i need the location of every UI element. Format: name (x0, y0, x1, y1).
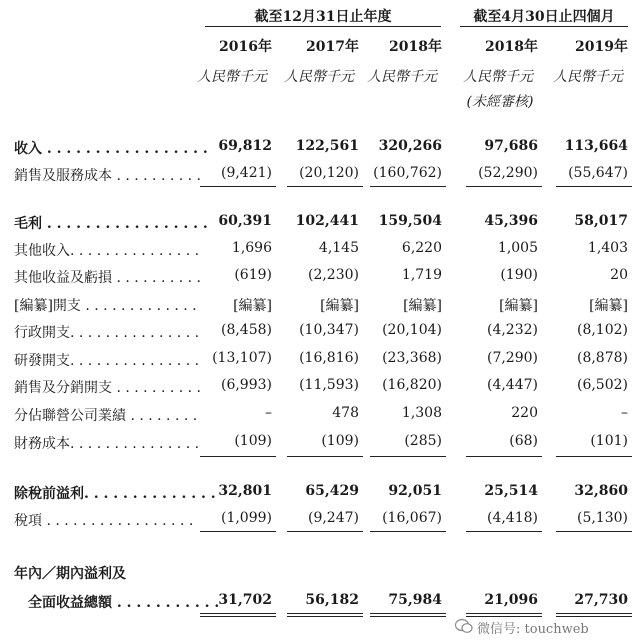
subtotal-rule (370, 456, 446, 457)
total-double-rule (370, 616, 446, 617)
header-group-four-months: 截至4月30日止四個月 (473, 9, 615, 25)
row-label: 研發開支. . . . . . . . . . . . . . . (14, 353, 200, 369)
wechat-icon (455, 618, 473, 634)
subtotal-rule (370, 531, 446, 532)
cell-value: 60,391 (218, 213, 272, 229)
row-label: 銷售及服務成本 . . . . . . . . . . (14, 168, 202, 184)
subtotal-rule (370, 186, 446, 187)
cell-value: (55,647) (568, 165, 628, 181)
row-label: 收入 . . . . . . . . . . . . . . . . . (14, 141, 208, 157)
cell-value: 25,514 (484, 483, 538, 499)
row-label: 全面收益總額 . . . . . . . . . . . (28, 595, 220, 611)
header-group-year-end: 截至12月31日止年度 (254, 9, 392, 25)
subtotal-rule (466, 186, 542, 187)
year-header: 2018年 (389, 39, 442, 55)
cell-value: (68) (509, 433, 538, 449)
unit-header: 人民幣千元 (367, 69, 437, 85)
subtotal-rule (200, 456, 276, 457)
cell-value: 4,145 (318, 240, 359, 256)
cell-value: (7,290) (486, 350, 538, 366)
cell-value: (20,120) (299, 165, 359, 181)
cell-value: – (621, 405, 628, 421)
row-label: 稅項 . . . . . . . . . . . . . . . . . (14, 513, 194, 529)
cell-value: (10,347) (299, 322, 359, 338)
cell-value: (4,232) (486, 322, 538, 338)
total-double-rule (200, 613, 276, 614)
watermark-text: 微信号: touchweb (477, 622, 589, 637)
cell-value: 478 (332, 405, 359, 421)
cell-value: 27,730 (574, 592, 628, 608)
cell-value: (52,290) (478, 165, 538, 181)
subtotal-rule (287, 456, 363, 457)
cell-value: 32,801 (218, 483, 272, 499)
year-header: 2016年 (219, 39, 272, 55)
cell-value: (6,993) (220, 377, 272, 393)
cell-value: 58,017 (574, 213, 628, 229)
subtotal-rule (466, 456, 542, 457)
cell-value: 6,220 (401, 240, 442, 256)
cell-value: (16,067) (382, 510, 442, 526)
cell-value: (16,820) (382, 377, 442, 393)
cell-value: (285) (404, 433, 442, 449)
cell-value: [編纂] (589, 298, 628, 314)
row-label: 行政開支. . . . . . . . . . . . . . . (14, 325, 200, 341)
cell-value: 20 (610, 267, 628, 283)
cell-value: (4,447) (486, 377, 538, 393)
cell-value: (2,230) (307, 267, 359, 283)
cell-value: [編纂] (403, 298, 442, 314)
cell-value: 113,664 (564, 138, 628, 154)
unit-header: 人民幣千元 (463, 69, 533, 85)
cell-value: (1,099) (220, 510, 272, 526)
header-rule-year-end (205, 26, 441, 27)
cell-value: 1,403 (587, 240, 628, 256)
cell-value: 97,686 (484, 138, 538, 154)
cell-value: 102,441 (295, 213, 359, 229)
row-label: 年內／期內溢利及 (14, 566, 126, 582)
cell-value: 122,561 (295, 138, 359, 154)
cell-value: 56,182 (305, 592, 359, 608)
cell-value: 31,702 (218, 592, 272, 608)
subtotal-rule (200, 531, 276, 532)
cell-value: (9,421) (220, 165, 272, 181)
cell-value: [編纂] (499, 298, 538, 314)
unit-header: 人民幣千元 (197, 69, 267, 85)
total-double-rule (466, 613, 542, 614)
subtotal-rule (466, 531, 542, 532)
cell-value: (160,762) (373, 165, 442, 181)
cell-value: 1,005 (497, 240, 538, 256)
subtotal-rule (287, 531, 363, 532)
watermark (455, 616, 635, 638)
cell-value: (8,458) (220, 322, 272, 338)
cell-value: (5,130) (576, 510, 628, 526)
cell-value: 159,504 (378, 213, 442, 229)
cell-value: (6,502) (576, 377, 628, 393)
total-double-rule (287, 616, 363, 617)
unit-header: 人民幣千元 (553, 69, 623, 85)
year-header: 2017年 (306, 39, 359, 55)
cell-value: (20,104) (382, 322, 442, 338)
row-label: 毛利 . . . . . . . . . . . . . . . . . (14, 216, 208, 232)
cell-value: 32,860 (574, 483, 628, 499)
subtotal-rule (556, 531, 632, 532)
total-double-rule (200, 616, 276, 617)
cell-value: (619) (234, 267, 272, 283)
cell-value: 21,096 (484, 592, 538, 608)
cell-value: (8,878) (576, 350, 628, 366)
cell-value: 1,719 (401, 267, 442, 283)
cell-value: 45,396 (484, 213, 538, 229)
cell-value: [編纂] (233, 298, 272, 314)
cell-value: (109) (234, 433, 272, 449)
header-rule-four-months (460, 26, 628, 27)
row-label: [編纂]開支 . . . . . . . . . . . . . (14, 298, 197, 314)
year-header: 2019年 (575, 39, 628, 55)
cell-value: 1,308 (401, 405, 442, 421)
cell-value: (8,102) (576, 322, 628, 338)
cell-value: [編纂] (320, 298, 359, 314)
subtotal-rule (200, 186, 276, 187)
cell-value: 65,429 (305, 483, 359, 499)
row-label: 其他收益及虧損 . . . . . . . . . . (14, 270, 202, 286)
cell-value: (4,418) (486, 510, 538, 526)
cell-value: (109) (321, 433, 359, 449)
row-label: 除稅前溢利. . . . . . . . . . . . . . (14, 486, 216, 502)
subtotal-rule (556, 186, 632, 187)
cell-value: (13,107) (212, 350, 272, 366)
cell-value: 320,266 (378, 138, 442, 154)
cell-value: (11,593) (299, 377, 359, 393)
subtotal-rule (556, 456, 632, 457)
cell-value: 220 (511, 405, 538, 421)
cell-value: (101) (590, 433, 628, 449)
total-double-rule (556, 613, 632, 614)
cell-value: (9,247) (307, 510, 359, 526)
year-header: 2018年 (485, 39, 538, 55)
row-label: 財務成本. . . . . . . . . . . . . . . (14, 436, 200, 452)
total-double-rule (370, 613, 446, 614)
cell-value: – (265, 405, 272, 421)
cell-value: (16,816) (299, 350, 359, 366)
cell-value: 69,812 (218, 138, 272, 154)
total-double-rule (287, 613, 363, 614)
cell-value: (190) (500, 267, 538, 283)
unaudited-note: (未經審核) (466, 94, 534, 110)
row-label: 分佔聯營公司業績 . . . . . . . . (14, 408, 198, 424)
cell-value: 1,696 (231, 240, 272, 256)
unit-header: 人民幣千元 (284, 69, 354, 85)
subtotal-rule (287, 186, 363, 187)
cell-value: 92,051 (388, 483, 442, 499)
row-label: 銷售及分銷開支 . . . . . . . . . . (14, 380, 202, 396)
cell-value: 75,984 (388, 592, 442, 608)
row-label: 其他收入. . . . . . . . . . . . . . . (14, 243, 200, 259)
cell-value: (23,368) (382, 350, 442, 366)
